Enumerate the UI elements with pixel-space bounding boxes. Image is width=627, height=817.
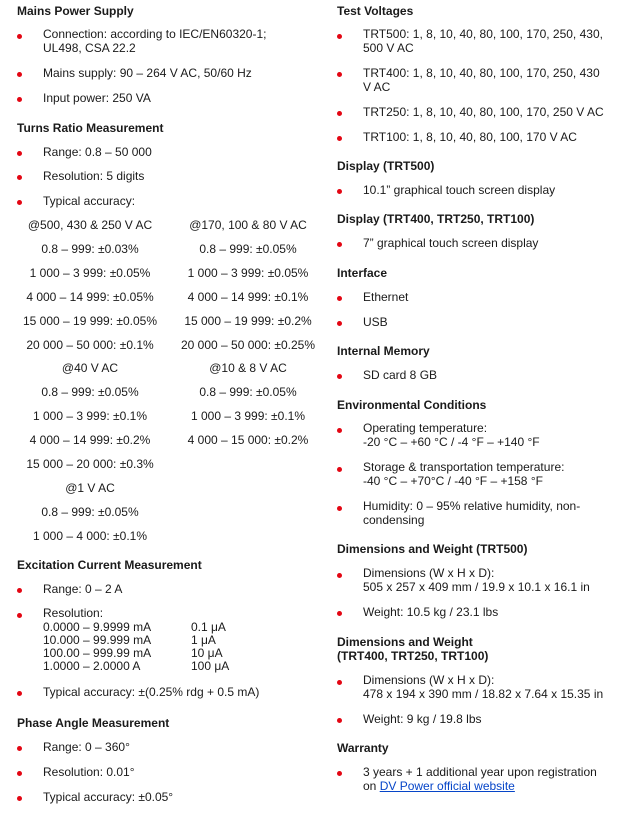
section-title-dimensions-trt400-line1: Dimensions and Weight [337,635,473,649]
resolution-value: 100 μA [191,659,230,673]
acc-row: 1 000 – 4 000: ±0.1% [32,529,147,543]
bullet-icon [17,72,22,77]
section-title-mains: Mains Power Supply [17,4,134,18]
section-title-turns: Turns Ratio Measurement [17,121,164,135]
bullet-icon [337,467,342,472]
acc-header-1: @1 V AC [65,481,115,495]
resolution-range: 100.00 – 999.99 mA [43,646,152,660]
bullet-icon [17,151,22,156]
section-title-interface: Interface [337,266,388,280]
acc-header-500: @500, 430 & 250 V AC [27,218,153,232]
acc-row: 4 000 – 15 000: ±0.2% [187,433,309,447]
mains-connection-line2: UL498, CSA 22.2 [43,41,136,55]
section-title-dimensions-trt500: Dimensions and Weight (TRT500) [337,542,528,556]
section-title-environment: Environmental Conditions [337,398,487,412]
dim400-label: Dimensions (W x H x D): [363,673,495,687]
acc-row: 0.8 – 999: ±0.05% [41,505,139,519]
bullet-icon [17,746,22,751]
env-storage-label: Storage & transportation temperature: [363,460,565,474]
interface-ethernet: Ethernet [363,290,409,304]
bullet-icon [337,242,342,247]
bullet-icon [337,680,342,685]
dim500-value: 505 x 257 x 409 mm / 19.9 x 10.1 x 16.1 in [363,580,590,594]
bullet-icon [337,573,342,578]
section-title-display-trt400: Display (TRT400, TRT250, TRT100) [337,212,535,226]
bullet-icon [337,111,342,116]
section-title-display-trt500: Display (TRT500) [337,159,435,173]
bullet-icon [17,200,22,205]
dim400-weight: Weight: 9 kg / 19.8 lbs [363,712,482,726]
env-storage-value: -40 °C – +70°C / -40 °F – +158 °F [363,474,543,488]
acc-row: 1 000 – 3 999: ±0.1% [190,409,305,423]
acc-row: 4 000 – 14 999: ±0.1% [187,290,309,304]
bullet-icon [337,34,342,39]
resolution-range: 0.0000 – 9.9999 mA [43,620,152,634]
acc-header-10: @10 & 8 V AC [209,361,287,375]
section-title-dimensions-trt400-line2: (TRT400, TRT250, TRT100) [337,649,489,663]
excitation-range: Range: 0 – 2 A [43,582,123,596]
mains-connection-line1: Connection: according to IEC/EN60320-1; [43,27,267,41]
bullet-icon [337,374,342,379]
acc-row: 15 000 – 19 999: ±0.05% [22,314,158,328]
warranty-line2 [363,779,515,794]
acc-row: 0.8 – 999: ±0.03% [41,242,139,256]
acc-row: 0.8 – 999: ±0.05% [41,385,139,399]
dim500-weight: Weight: 10.5 kg / 23.1 lbs [363,605,499,619]
voltage-trt400-line2: V AC [363,80,391,94]
dim500-label: Dimensions (W x H x D): [363,566,495,580]
bullet-icon [17,796,22,801]
bullet-icon [337,72,342,77]
section-title-test-voltages: Test Voltages [337,4,414,18]
bullet-icon [337,718,342,723]
bullet-icon [337,611,342,616]
voltage-trt250: TRT250: 1, 8, 10, 40, 80, 100, 170, 250 V AC [363,105,604,119]
bullet-icon [17,613,22,618]
voltage-trt100: TRT100: 1, 8, 10, 40, 80, 100, 170 V AC [363,130,577,144]
bullet-icon [337,428,342,433]
memory-sd: SD card 8 GB [363,368,438,382]
acc-row: 4 000 – 14 999: ±0.2% [29,433,151,447]
display-trt400: 7” graphical touch screen display [363,236,539,250]
env-operating-value: -20 °C – +60 °C / -4 °F – +140 °F [363,435,540,449]
bullet-icon [17,97,22,102]
mains-power: Input power: 250 VA [43,91,151,105]
acc-row: 15 000 – 19 999: ±0.2% [184,314,312,328]
phase-resolution: Resolution: 0.01° [43,765,135,779]
resolution-range: 10.000 – 99.999 mA [43,633,152,647]
bullet-icon [17,771,22,776]
excitation-resolution-label: Resolution: [43,606,104,620]
acc-row: 1 000 – 3 999: ±0.05% [29,266,151,280]
voltage-trt500-line2: 500 V AC [363,41,414,55]
bullet-icon [17,691,22,696]
section-title-phase: Phase Angle Measurement [17,716,170,730]
bullet-icon [17,175,22,180]
interface-usb: USB [363,315,388,329]
env-humidity-line1: Humidity: 0 – 95% relative humidity, non- [363,499,581,513]
warranty-line1: 3 years + 1 additional year upon registration [363,765,597,779]
acc-row: 1 000 – 3 999: ±0.05% [187,266,309,280]
bullet-icon [337,189,342,194]
resolution-range: 1.0000 – 2.0000 A [43,659,141,673]
warranty-prefix: on [363,779,380,793]
resolution-value: 0.1 μA [191,620,226,634]
bullet-icon [337,506,342,511]
excitation-accuracy: Typical accuracy: ±(0.25% rdg + 0.5 mA) [43,685,260,699]
bullet-icon [337,296,342,301]
env-operating-label: Operating temperature: [363,421,488,435]
voltage-trt400-line1: TRT400: 1, 8, 10, 40, 80, 100, 170, 250, 430 [363,66,600,80]
acc-header-170: @170, 100 & 80 V AC [189,218,307,232]
bullet-icon [337,771,342,776]
turns-accuracy-label: Typical accuracy: [43,194,136,208]
dim400-value: 478 x 194 x 390 mm / 18.82 x 7.64 x 15.35 in [363,687,604,701]
bullet-icon [17,34,22,39]
acc-row: 15 000 – 20 000: ±0.3% [26,457,154,471]
acc-row: 1 000 – 3 999: ±0.1% [32,409,147,423]
bullet-icon [337,136,342,141]
acc-row: 4 000 – 14 999: ±0.05% [26,290,154,304]
section-title-warranty: Warranty [337,741,389,755]
phase-accuracy: Typical accuracy: ±0.05° [43,790,174,804]
resolution-value: 10 μA [191,646,223,660]
section-title-excitation: Excitation Current Measurement [17,558,202,572]
bullet-icon [337,321,342,326]
env-humidity-line2: condensing [363,513,425,527]
mains-supply: Mains supply: 90 – 264 V AC, 50/60 Hz [43,66,252,80]
section-title-memory: Internal Memory [337,344,430,358]
bullet-icon [17,588,22,593]
dv-power-website-link[interactable]: DV Power official website [379,779,515,793]
turns-range: Range: 0.8 – 50 000 [43,145,152,159]
resolution-value: 1 μA [191,633,216,647]
acc-header-40: @40 V AC [61,361,119,375]
acc-row: 0.8 – 999: ±0.05% [199,242,297,256]
voltage-trt500-line1: TRT500: 1, 8, 10, 40, 80, 100, 170, 250, 430, [363,27,603,41]
acc-row: 20 000 – 50 000: ±0.1% [26,338,154,352]
acc-row: 0.8 – 999: ±0.05% [199,385,297,399]
acc-row: 20 000 – 50 000: ±0.25% [180,338,316,352]
turns-resolution: Resolution: 5 digits [43,169,145,183]
phase-range: Range: 0 – 360° [43,740,130,754]
display-trt500: 10.1” graphical touch screen display [363,183,556,197]
